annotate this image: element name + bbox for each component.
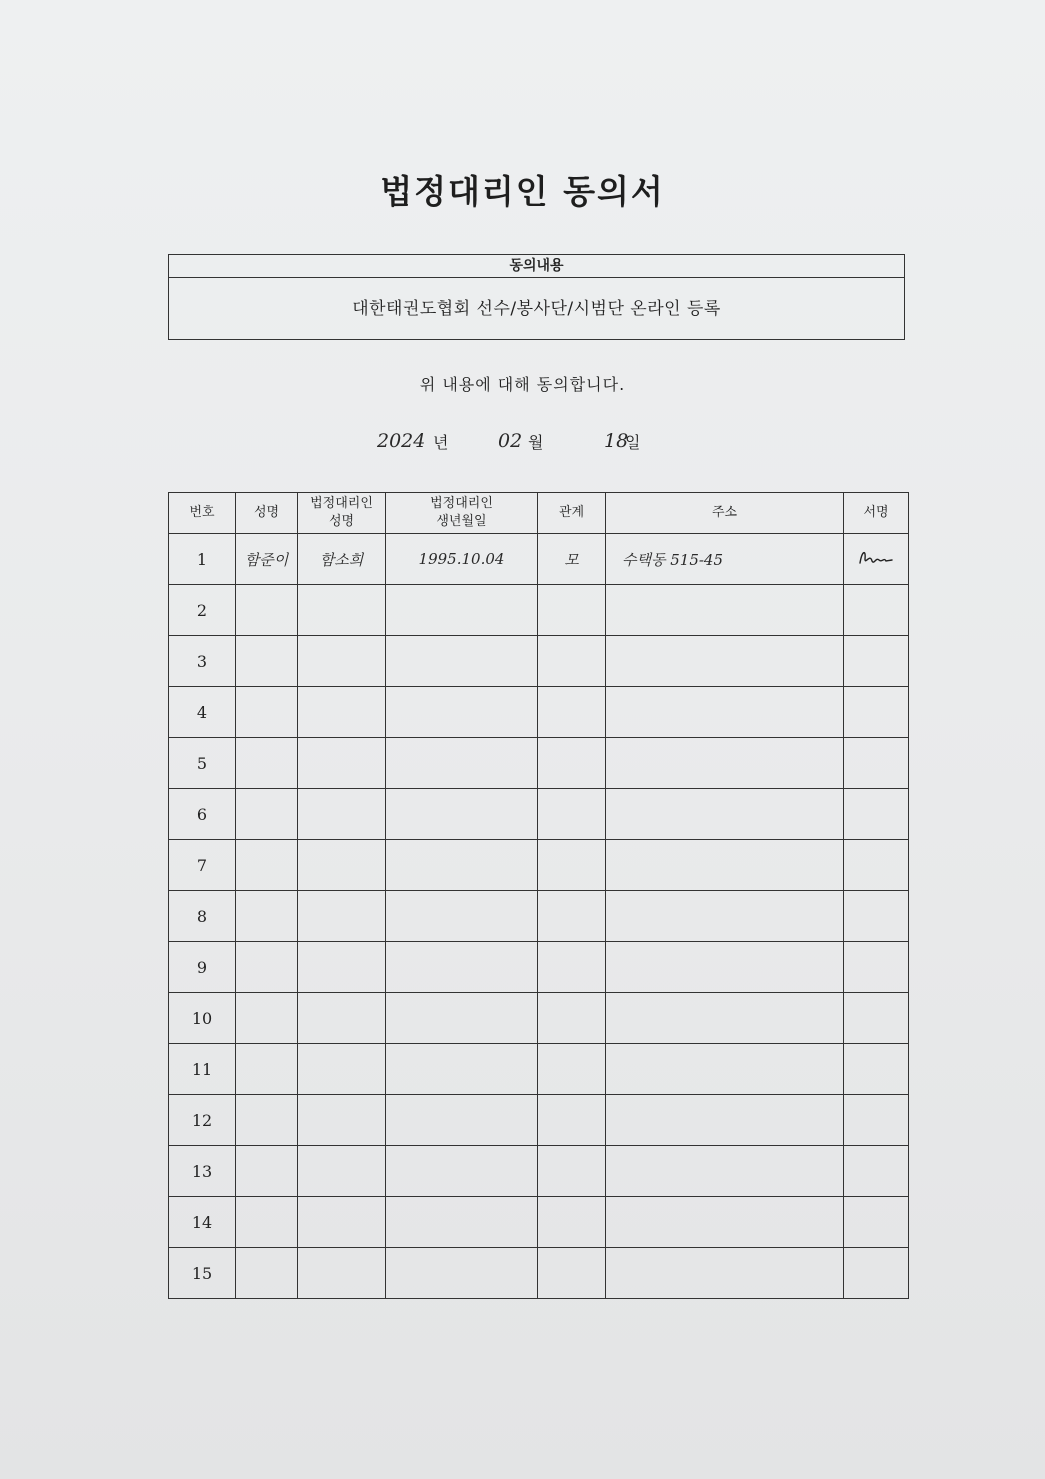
table-row [169, 789, 909, 840]
cell-relation [538, 687, 606, 738]
cell-number: 12 [169, 1095, 236, 1146]
cell-guardian-birth [386, 891, 538, 942]
header-address: 주소 [606, 493, 844, 534]
cell-number: 1 [169, 534, 236, 585]
cell-name: 함준이 [236, 534, 298, 585]
cell-guardian-birth: 1995.10.04 [386, 534, 538, 585]
cell-relation [538, 891, 606, 942]
cell-address [606, 1197, 844, 1248]
cell-relation [538, 636, 606, 687]
cell-guardian-birth [386, 1044, 538, 1095]
date-year: 2024 [377, 430, 426, 452]
cell-guardian-birth [386, 1248, 538, 1299]
cell-signature [844, 891, 909, 942]
cell-guardian-birth [386, 738, 538, 789]
cell-signature [844, 1044, 909, 1095]
cell-signature [844, 1095, 909, 1146]
cell-guardian-birth [386, 687, 538, 738]
consent-body: 대한태권도협회 선수/봉사단/시범단 온라인 등록 [352, 299, 721, 319]
cell-address [606, 738, 844, 789]
cell-name [236, 840, 298, 891]
cell-guardian-name [298, 1197, 386, 1248]
cell-address [606, 585, 844, 636]
cell-relation [538, 585, 606, 636]
table-row [169, 585, 909, 636]
cell-guardian-name [298, 1095, 386, 1146]
header-number: 번호 [169, 493, 236, 534]
cell-relation [538, 1248, 606, 1299]
cell-guardian-birth [386, 1146, 538, 1197]
cell-signature [844, 738, 909, 789]
table-row [169, 534, 909, 585]
table-row [169, 1095, 909, 1146]
header-guardian-birth [386, 493, 538, 534]
cell-signature [844, 585, 909, 636]
header-guardian-name-line1: 법정대리인 [310, 496, 373, 511]
cell-address [606, 1044, 844, 1095]
cell-number: 4 [169, 687, 236, 738]
cell-relation [538, 993, 606, 1044]
cell-name [236, 1248, 298, 1299]
table-row [169, 993, 909, 1044]
cell-guardian-birth [386, 1197, 538, 1248]
cell-number: 14 [169, 1197, 236, 1248]
cell-guardian-birth [386, 1095, 538, 1146]
table-row [169, 891, 909, 942]
cell-number: 15 [169, 1248, 236, 1299]
cell-name [236, 1095, 298, 1146]
cell-guardian-name [298, 1146, 386, 1197]
cell-address [606, 636, 844, 687]
table-row [169, 687, 909, 738]
header-guardian-birth-line1: 법정대리인 [430, 496, 493, 511]
cell-signature [844, 789, 909, 840]
table-row [169, 942, 909, 993]
cell-signature [844, 534, 909, 585]
cell-address [606, 942, 844, 993]
cell-signature [844, 942, 909, 993]
header-guardian-name-line2: 성명 [328, 514, 355, 529]
cell-number: 10 [169, 993, 236, 1044]
table-row [169, 1197, 909, 1248]
cell-guardian-name [298, 993, 386, 1044]
cell-name [236, 1146, 298, 1197]
cell-name [236, 636, 298, 687]
cell-number: 8 [169, 891, 236, 942]
cell-relation [538, 1044, 606, 1095]
cell-guardian-name [298, 1248, 386, 1299]
cell-guardian-birth [386, 789, 538, 840]
cell-name [236, 891, 298, 942]
cell-guardian-birth [386, 585, 538, 636]
cell-guardian-name [298, 687, 386, 738]
cell-number: 13 [169, 1146, 236, 1197]
date-day-unit: 일 [625, 433, 641, 452]
cell-number: 5 [169, 738, 236, 789]
cell-relation [538, 1146, 606, 1197]
cell-signature [844, 1197, 909, 1248]
cell-address [606, 687, 844, 738]
cell-number: 3 [169, 636, 236, 687]
cell-relation [538, 1197, 606, 1248]
cell-name [236, 687, 298, 738]
table-row [169, 1146, 909, 1197]
cell-guardian-name [298, 840, 386, 891]
cell-signature [844, 840, 909, 891]
table-row [169, 738, 909, 789]
date-month-unit: 월 [528, 433, 544, 452]
cell-signature [844, 1146, 909, 1197]
cell-guardian-name [298, 789, 386, 840]
cell-relation: 모 [538, 534, 606, 585]
cell-relation [538, 1095, 606, 1146]
cell-number: 9 [169, 942, 236, 993]
header-signature: 서명 [844, 493, 909, 534]
guardian-table [168, 492, 909, 1299]
cell-number: 2 [169, 585, 236, 636]
cell-number: 6 [169, 789, 236, 840]
table-header-row [169, 493, 909, 534]
date-day: 18 [604, 430, 629, 452]
table-body [169, 534, 909, 1299]
cell-guardian-name [298, 942, 386, 993]
date-month: 02 [498, 430, 523, 452]
cell-name [236, 789, 298, 840]
cell-guardian-name [298, 1044, 386, 1095]
date-line [0, 424, 1045, 458]
date-year-unit: 년 [433, 433, 449, 452]
cell-name [236, 993, 298, 1044]
cell-relation [538, 789, 606, 840]
signature-scribble [856, 545, 896, 569]
header-name: 성명 [236, 493, 298, 534]
cell-signature [844, 687, 909, 738]
cell-address [606, 1095, 844, 1146]
cell-address [606, 1146, 844, 1197]
cell-signature [844, 1248, 909, 1299]
table-row [169, 1044, 909, 1095]
document-title: 법정대리인 동의서 [380, 172, 665, 211]
cell-guardian-name [298, 738, 386, 789]
cell-guardian-birth [386, 840, 538, 891]
agree-statement: 위 내용에 대해 동의합니다. [419, 375, 626, 394]
table-row [169, 1248, 909, 1299]
consent-header: 동의내용 [169, 255, 904, 278]
consent-box [168, 254, 905, 340]
cell-name [236, 942, 298, 993]
cell-signature [844, 993, 909, 1044]
cell-relation [538, 738, 606, 789]
cell-guardian-name: 함소희 [298, 534, 386, 585]
cell-guardian-birth [386, 993, 538, 1044]
cell-name [236, 585, 298, 636]
cell-guardian-birth [386, 942, 538, 993]
table-row [169, 636, 909, 687]
cell-address [606, 993, 844, 1044]
cell-number: 11 [169, 1044, 236, 1095]
cell-address [606, 789, 844, 840]
cell-guardian-name [298, 891, 386, 942]
cell-name [236, 1197, 298, 1248]
cell-guardian-name [298, 585, 386, 636]
cell-relation [538, 942, 606, 993]
cell-guardian-name [298, 636, 386, 687]
cell-address [606, 891, 844, 942]
cell-name [236, 1044, 298, 1095]
cell-address: 수택동 515-45 [606, 534, 844, 585]
header-guardian-birth-line2: 생년월일 [436, 514, 487, 529]
cell-address [606, 840, 844, 891]
cell-address [606, 1248, 844, 1299]
header-relation: 관계 [538, 493, 606, 534]
cell-signature [844, 636, 909, 687]
cell-relation [538, 840, 606, 891]
table-row [169, 840, 909, 891]
cell-guardian-birth [386, 636, 538, 687]
cell-name [236, 738, 298, 789]
header-guardian-name [298, 493, 386, 534]
cell-number: 7 [169, 840, 236, 891]
